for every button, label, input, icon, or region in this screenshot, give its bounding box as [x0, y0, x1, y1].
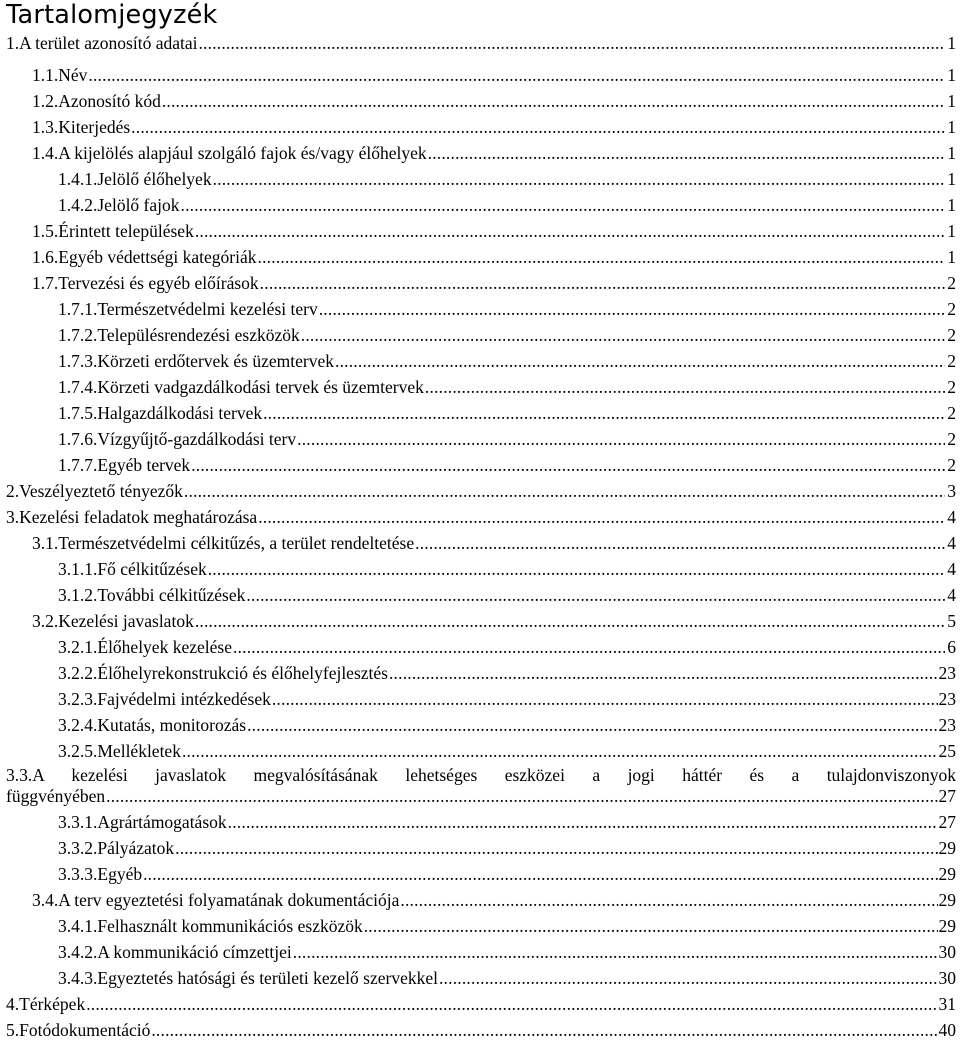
dot-leader — [293, 941, 938, 963]
toc-entry-page-number: 1 — [947, 117, 956, 137]
toc-entry-label: 1.7.2.Településrendezési eszközök — [58, 325, 300, 345]
toc-entry[interactable] — [32, 142, 956, 164]
dot-leader — [439, 967, 938, 989]
toc-entry-page-number: 23 — [938, 663, 956, 683]
toc-entry-label: 2.Veszélyeztető tényezők — [6, 481, 183, 501]
toc-entry-page-number: 23 — [938, 689, 956, 709]
toc-entry[interactable] — [58, 584, 956, 606]
toc-entry[interactable] — [32, 220, 956, 242]
dot-leader — [428, 142, 945, 164]
toc-entry-page-number: 29 — [938, 916, 956, 936]
toc-entry-label: 1.5.Érintett települések — [32, 221, 194, 241]
toc-entry-page-number: 2 — [947, 403, 956, 423]
dot-leader — [246, 584, 945, 606]
toc-entry-page-number: 1 — [947, 65, 956, 85]
toc-entry[interactable] — [58, 636, 956, 658]
toc-entry-page-number: 1 — [947, 169, 956, 189]
toc-entry-label: 1.7.Tervezési és egyéb előírások — [32, 273, 259, 293]
dot-leader — [195, 220, 945, 242]
toc-entry[interactable] — [58, 376, 956, 398]
toc-entry-label: 3.2.5.Mellékletek — [58, 741, 181, 761]
toc-entry[interactable] — [32, 532, 956, 554]
toc-entry-page-number: 4 — [947, 585, 956, 605]
toc-entry-label: 1.7.1.Természetvédelmi kezelési terv — [58, 299, 318, 319]
toc-entry-label: 3.1.2.További célkitűzések — [58, 585, 246, 605]
toc-entry-label: 3.3.3.Egyéb — [58, 864, 143, 884]
toc-entry-page-number: 4 — [947, 533, 956, 553]
toc-entry-label: 1.7.3.Körzeti erdőtervek és üzemtervek — [58, 351, 334, 371]
toc-entry-page-number: 2 — [947, 455, 956, 475]
toc-entry-page-number: 1 — [947, 91, 956, 111]
toc-entry[interactable] — [6, 1019, 956, 1041]
toc-entry[interactable] — [32, 272, 956, 294]
dot-leader — [198, 32, 945, 54]
toc-entry-page-number: 2 — [947, 429, 956, 449]
toc-entry[interactable] — [58, 402, 956, 424]
toc-entry-label: 3.1.Természetvédelmi célkitűzés, a terület rendeltetése — [32, 533, 415, 553]
toc-entry[interactable] — [58, 837, 956, 859]
toc-entry-label: 1.1.Név — [32, 65, 88, 85]
dot-leader — [247, 714, 937, 736]
toc-entry-label: 1.7.6.Vízgyűjtő-gazdálkodási terv — [58, 429, 297, 449]
toc-entry[interactable] — [58, 298, 956, 320]
toc-entry-label: függvényében — [6, 786, 106, 806]
toc-title: Tartalomjegyzék — [6, 0, 218, 30]
toc-entry-page-number: 2 — [947, 273, 956, 293]
toc-entry-label: 1.3.Kiterjedés — [32, 117, 131, 137]
toc-entry-label: 3.1.1.Fő célkitűzések — [58, 559, 207, 579]
toc-entry-label: 3.2.2.Élőhelyrekonstrukció és élőhelyfejlesztés — [58, 663, 388, 683]
toc-entry[interactable] — [6, 506, 956, 528]
toc-entry-wrapped-line[interactable]: 3.3.A kezelési javaslatok megvalósításának lehetséges eszközei a jogi háttér és a tulajdonviszonyok — [6, 765, 956, 785]
dot-leader — [272, 688, 938, 710]
toc-entry[interactable] — [58, 662, 956, 684]
toc-entry-label: 3.2.3.Fajvédelmi intézkedések — [58, 689, 271, 709]
toc-entry-page-number: 29 — [938, 890, 956, 910]
dot-leader — [88, 64, 945, 86]
toc-entry-page-number: 6 — [947, 637, 956, 657]
dot-leader — [400, 889, 937, 911]
toc-entry-label: 1.7.4.Körzeti vadgazdálkodási tervek és üzemtervek — [58, 377, 424, 397]
toc-entry-page-number: 1 — [947, 195, 956, 215]
dot-leader — [233, 636, 945, 658]
toc-entry-label: 1.4.2.Jelölő fajok — [58, 195, 180, 215]
dot-leader — [389, 662, 938, 684]
toc-entry-label: 1.2.Azonosító kód — [32, 91, 161, 111]
toc-entry-label: 1.A terület azonosító adatai — [6, 33, 198, 53]
dot-leader — [364, 915, 938, 937]
toc-entry-label: 3.4.2.A kommunikáció címzettjei — [58, 942, 292, 962]
toc-entry-page-number: 31 — [938, 994, 956, 1014]
dot-leader — [208, 558, 945, 580]
toc-entry-page-number: 3 — [947, 481, 956, 501]
toc-entry-label: 1.7.7.Egyéb tervek — [58, 455, 191, 475]
toc-entry[interactable] — [58, 941, 956, 963]
toc-entry[interactable] — [58, 324, 956, 346]
toc-entry-page-number: 30 — [938, 968, 956, 988]
toc-entry[interactable] — [58, 811, 956, 833]
toc-entry-page-number: 29 — [938, 864, 956, 884]
toc-entry-label: 3.2.1.Élőhelyek kezelése — [58, 637, 232, 657]
toc-entry-page-number: 1 — [947, 221, 956, 241]
toc-entry-page-number: 4 — [947, 559, 956, 579]
toc-entry-page-number: 23 — [938, 715, 956, 735]
toc-entry-page-number: 30 — [938, 942, 956, 962]
dot-leader — [228, 811, 938, 833]
dot-leader — [106, 785, 937, 807]
dot-leader — [181, 194, 945, 216]
toc-entry[interactable] — [32, 246, 956, 268]
toc-entry[interactable] — [58, 194, 956, 216]
dot-leader — [182, 740, 938, 762]
dot-leader — [258, 246, 945, 268]
toc-entry-page-number: 27 — [938, 786, 956, 806]
toc-entry-page-number: 27 — [938, 812, 956, 832]
dot-leader — [191, 454, 945, 476]
toc-entry-page-number: 2 — [947, 299, 956, 319]
toc-entry[interactable] — [58, 915, 956, 937]
toc-entry[interactable] — [6, 32, 956, 54]
toc-entry-page-number: 5 — [947, 611, 956, 631]
toc-entry[interactable] — [58, 714, 956, 736]
toc-entry-label: 4.Térképek — [6, 994, 86, 1014]
toc-entry[interactable] — [6, 785, 956, 807]
dot-leader — [184, 480, 945, 502]
toc-entry-page-number: 2 — [947, 377, 956, 397]
dot-leader — [86, 993, 937, 1015]
dot-leader — [319, 298, 945, 320]
toc-entry[interactable] — [58, 558, 956, 580]
toc-entry-label: 1.4.1.Jelölő élőhelyek — [58, 169, 212, 189]
toc-entry[interactable] — [58, 428, 956, 450]
toc-entry-label: 3.3.1.Agrártámogatások — [58, 812, 227, 832]
toc-entry[interactable] — [32, 64, 956, 86]
dot-leader — [213, 168, 945, 190]
toc-entry[interactable] — [58, 967, 956, 989]
toc-entry[interactable] — [32, 116, 956, 138]
dot-leader — [425, 376, 945, 398]
toc-entry[interactable] — [58, 168, 956, 190]
dot-leader — [263, 402, 945, 424]
toc-entry-label: 3.4.1.Felhasznált kommunikációs eszközök — [58, 916, 363, 936]
dot-leader — [415, 532, 945, 554]
toc-entry-page-number: 1 — [947, 247, 956, 267]
toc-entry[interactable] — [58, 863, 956, 885]
toc-entry-page-number: 2 — [947, 325, 956, 345]
dot-leader — [195, 610, 945, 632]
toc-entry-page-number: 2 — [947, 351, 956, 371]
toc-entry-page-number: 25 — [938, 741, 956, 761]
toc-entry-label: 3.2.4.Kutatás, monitorozás — [58, 715, 247, 735]
dot-leader — [143, 863, 937, 885]
toc-entry-page-number: 1 — [947, 33, 956, 53]
toc-entry-label: 3.4.3.Egyeztetés hatósági és területi kezelő szervekkel — [58, 968, 438, 988]
dot-leader — [297, 428, 945, 450]
toc-entry-label: 1.6.Egyéb védettségi kategóriák — [32, 247, 257, 267]
toc-entry-label: 3.2.Kezelési javaslatok — [32, 611, 194, 631]
toc-entry-page-number: 40 — [938, 1020, 956, 1040]
toc-entry-label: 3.3.2.Pályázatok — [58, 838, 175, 858]
toc-entry[interactable] — [32, 610, 956, 632]
dot-leader — [301, 324, 945, 346]
toc-entry-label: 3.4.A terv egyeztetési folyamatának dokumentációja — [32, 890, 400, 910]
toc-entry[interactable] — [6, 993, 956, 1015]
toc-entry[interactable] — [6, 480, 956, 502]
dot-leader — [131, 116, 945, 138]
toc-entry[interactable] — [32, 889, 956, 911]
dot-leader — [258, 506, 945, 528]
toc-entry-label: 3.Kezelési feladatok meghatározása — [6, 507, 258, 527]
toc-entry-label: 1.7.5.Halgazdálkodási tervek — [58, 403, 263, 423]
toc-entry[interactable] — [58, 350, 956, 372]
toc-entry-page-number: 4 — [947, 507, 956, 527]
toc-entry[interactable] — [58, 740, 956, 762]
dot-leader — [335, 350, 945, 372]
dot-leader — [260, 272, 945, 294]
toc-entry-label: 1.4.A kijelölés alapjául szolgáló fajok és/vagy élőhelyek — [32, 143, 427, 163]
toc-entry[interactable] — [58, 688, 956, 710]
toc-entry-label: 5.Fotódokumentáció — [6, 1020, 151, 1040]
toc-entry[interactable] — [32, 90, 956, 112]
toc-entry-page-number: 29 — [938, 838, 956, 858]
dot-leader — [162, 90, 945, 112]
dot-leader — [151, 1019, 937, 1041]
dot-leader — [175, 837, 937, 859]
toc-entry-page-number: 1 — [947, 143, 956, 163]
toc-entry[interactable] — [58, 454, 956, 476]
